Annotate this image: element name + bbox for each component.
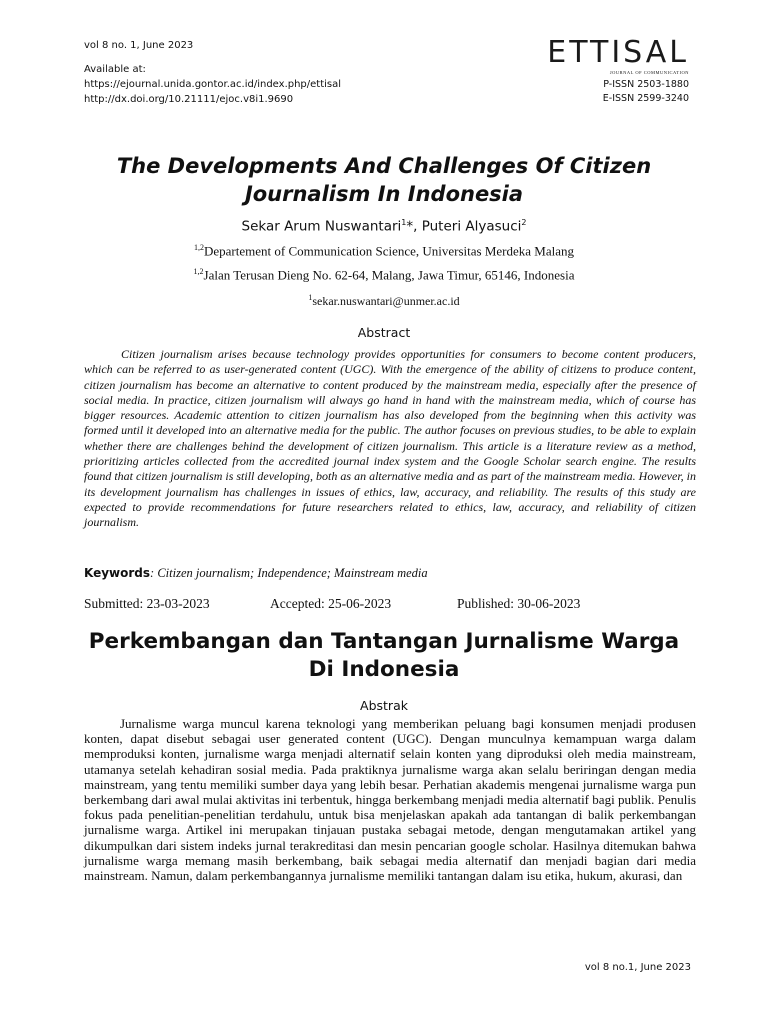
email-mark: 1 [308, 293, 313, 302]
indonesian-abstract-heading: Abstrak [360, 698, 408, 713]
affiliation-address [84, 267, 684, 283]
abstract-body: Citizen journalism arises because technology provides opportunities for consumers to become content producers, which can be referred to as user-generated content (UGC). With the emergence of the ability of citizens to produce content, citizen journalism has become an alternative to content produced by the mainstream media, especially after the presence of social media. In practice, citizen journalism will always go hand in hand with the mainstream media, which of course has bigger resources. Academic attention to citizen journalism has also developed from the beginning when this activity was formed until it developed into an alternative media for the public. The author focuses on previous studies, to be able to explain whether there are challenges behind the development of citizen journalism. This article is a literature review as a method, prioritizing articles collected from the accredited journal index system and the Google Scholar search engine. The results found that citizen journalism is still developing, both as an alternative media and as part of the mainstream media. However, in its development journalism has challenges in issues of ethics, law, accuracy, and reliability. The results of this study are expected to provide recommendations for future researchers related to ethics, law, accuracy, and reliability of citizen journalism. [84, 347, 696, 530]
doi-link[interactable]: http://dx.doi.org/10.21111/ejoc.v8i1.9690 [84, 94, 294, 105]
affiliation-text: Departement of Communication Science, Universitas Merdeka Malang [203, 243, 575, 259]
indonesian-title-line-1: Perkembangan dan Tantangan Jurnalisme Warga [88, 629, 680, 654]
electronic-issn: E-ISSN 2599-3240 [602, 93, 689, 104]
journal-meta [84, 38, 341, 107]
page-footer: vol 8 no.1, June 2023 [584, 962, 691, 973]
author-2-name: Puteri Alyasuci [421, 218, 522, 235]
affiliation-text: Jalan Terusan Dieng No. 62-64, Malang, Jawa Timur, 65146, Indonesia [203, 267, 575, 283]
affiliation-mark: 1,2 [193, 267, 204, 276]
author-list [84, 218, 684, 235]
affiliation-department [84, 243, 684, 259]
journal-logo: ETTISAL [547, 35, 689, 70]
keywords-values: Citizen journalism; Independence; Mainstream media [157, 566, 428, 580]
indonesian-title [84, 628, 684, 684]
journal-logo-subtitle: JOURNAL OF COMMUNICATION [609, 70, 689, 75]
article-title-line-2: Journalism In Indonesia [244, 182, 524, 206]
author-2-affiliation-mark: 2 [521, 218, 527, 227]
article-title [84, 152, 684, 208]
journal-url-link[interactable]: https://ejournal.unida.gontor.ac.id/index.php/ettisal [84, 79, 342, 90]
accepted-date: Accepted: 25-06-2023 [270, 596, 392, 611]
keywords-colon: : [150, 566, 158, 580]
available-label: Available at: [84, 64, 146, 75]
author-1-name: Sekar Arum Nuswantari [241, 218, 402, 235]
print-issn: P-ISSN 2503-1880 [603, 79, 689, 90]
keywords-label: Keywords [84, 566, 151, 580]
journal-logo-block [547, 35, 689, 106]
affiliation-mark: 1,2 [193, 243, 204, 252]
indonesian-abstract-body: Jurnalisme warga muncul karena teknologi yang memberikan peluang bagi konsumen menjadi produsen konten, dapat disebut sebagai user generated content (UGC). Dengan munculnya kemampuan warga dalam memproduksi konten, jurnalisme warga menjadi alternatif selain konten yang diproduksi oleh media mainstream, utamanya setelah kehadiran sosial media. Pada praktiknya jurnalisme warga akan selalu beriringan dengan media mainstream, yang tentu memiliki sumber daya yang lebih besar. Perhatian akademis mengenai jurnalisme warga pun berkembang dari awal mulai aktivitas ini terbentuk, hingga berkembang menjadi media alternatif bagi publik. Penulis fokus pada penelitian-penelitian terdahulu, untuk bisa menjelaskan apakah ada tantangan di balik perkembangan jurnalisme warga. Artikel ini merupakan tinjauan pustaka sebagai metode, dengan mengutamakan artikel yang dikumpulkan dari sistem indeks jurnal terakreditasi dan mesin pencarian google scholar. Hasilnya ditemukan bahwa jurnalisme warga memang masih berkembang, baik sebagai media alternatif dan menjadi bagian dari media mainstream. Namun, dalam perkembangannya jurnalisme memiliki tantangan dalam isu etika, hukum, akurasi, dan [84, 716, 696, 884]
abstract-heading: Abstract [357, 325, 411, 340]
author-separator: *, [406, 218, 422, 235]
submitted-date: Submitted: 23-03-2023 [84, 596, 210, 611]
indonesian-title-line-2: Di Indonesia [308, 657, 460, 682]
email-address[interactable]: sekar.nuswantari@unmer.ac.id [312, 294, 460, 308]
volume-issue: vol 8 no. 1, June 2023 [84, 40, 194, 51]
article-title-line-1: The Developments And Challenges Of Citizen [116, 154, 652, 178]
author-email [84, 293, 684, 309]
author-1-affiliation-mark: 1 [401, 218, 407, 227]
published-date: Published: 30-06-2023 [457, 596, 581, 611]
keywords-line [84, 566, 428, 581]
